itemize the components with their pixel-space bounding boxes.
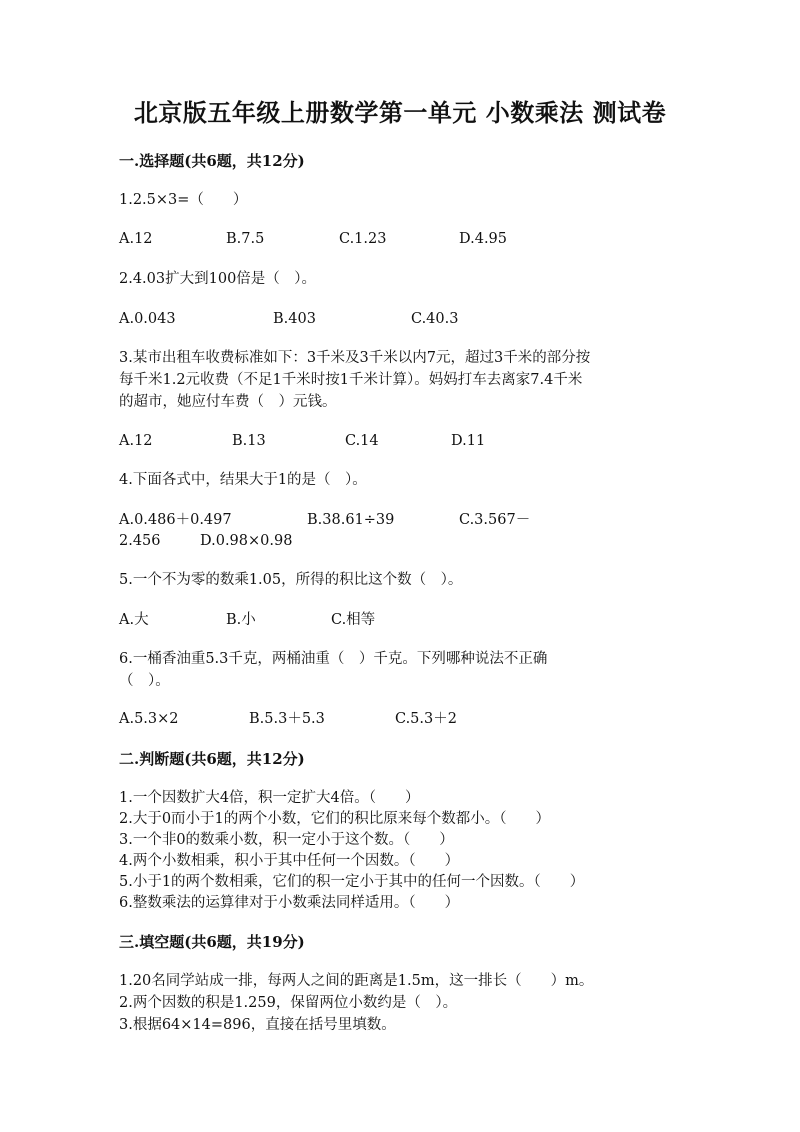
fill-item-2: 2.两个因数的积是1.259，保留两位小数约是（ ）。 [119,995,458,1011]
question-6-line-1: 6.一桶香油重5.3千克，两桶油重（ ）千克。下列哪种说法不正确 [119,651,548,667]
fill-item-1: 1.20名同学站成一排，每两人之间的距离是1.5m，这一排长（ ）m。 [119,973,594,989]
q1-option-b: B.7.5 [226,231,265,247]
question-4-stem: 4.下面各式中，结果大于1的是（ ）。 [119,472,367,488]
section-heading-judgement: 二.判断题(共6题，共12分) [119,750,305,768]
q4-option-b: B.38.61÷39 [307,512,395,528]
question-3-line-3: 的超市，她应付车费（ ）元钱。 [119,394,337,410]
judgement-item-3: 3.一个非0的数乘小数，积一定小于这个数。（ ） [119,832,454,848]
page-title: 北京版五年级上册数学第一单元 小数乘法 测试卷 [133,98,667,127]
question-3-line-1: 3.某市出租车收费标准如下：3千米及3千米以内7元，超过3千米的部分按 [119,350,591,366]
judgement-item-5: 5.小于1的两个数相乘，它们的积一定小于其中的任何一个因数。（ ） [119,874,585,890]
section-heading-choice: 一.选择题(共6题，共12分) [119,152,305,170]
question-3-line-2: 每千米1.2元收费（不足1千米时按1千米计算）。妈妈打车去离家7.4千米 [119,372,583,388]
q6-option-b: B.5.3＋5.3 [249,711,325,727]
q6-option-c: C.5.3＋2 [395,711,457,727]
question-1-stem: 1.2.5×3=（ ） [119,192,248,208]
q1-option-a: A.12 [119,231,153,247]
question-2-stem: 2.4.03扩大到100倍是（ ）。 [119,271,317,287]
q6-option-a: A.5.3×2 [119,711,179,727]
judgement-item-6: 6.整数乘法的运算律对于小数乘法同样适用。（ ） [119,895,460,911]
q4-option-a: A.0.486＋0.497 [119,512,232,528]
q3-option-d: D.11 [451,433,486,449]
q1-option-c: C.1.23 [339,231,387,247]
fill-item-3: 3.根据64×14=896，直接在括号里填数。 [119,1017,396,1033]
judgement-item-2: 2.大于0而小于1的两个小数，它们的积比原来每个数都小。（ ） [119,811,551,827]
q4-option-c: C.3.567－ [459,512,531,528]
q4-option-d: D.0.98×0.98 [200,533,293,549]
judgement-item-4: 4.两个小数相乘，积小于其中任何一个因数。（ ） [119,853,460,869]
q5-option-c: C.相等 [331,612,376,628]
q5-option-a: A.大 [119,612,149,628]
question-5-stem: 5.一个不为零的数乘1.05，所得的积比这个数（ ）。 [119,572,463,588]
question-6-line-2: （ ）。 [119,673,170,689]
q1-option-d: D.4.95 [459,231,508,247]
q3-option-c: C.14 [345,433,379,449]
section-heading-fill-blank: 三.填空题(共6题，共19分) [119,933,305,951]
q4-option-c-continued: 2.456 [119,533,161,549]
q5-option-b: B.小 [226,612,256,628]
judgement-item-1: 1.一个因数扩大4倍，积一定扩大4倍。（ ） [119,790,420,806]
q2-option-b: B.403 [273,311,316,327]
q3-option-b: B.13 [232,433,266,449]
q2-option-c: C.40.3 [411,311,459,327]
q3-option-a: A.12 [119,433,153,449]
q2-option-a: A.0.043 [119,311,176,327]
